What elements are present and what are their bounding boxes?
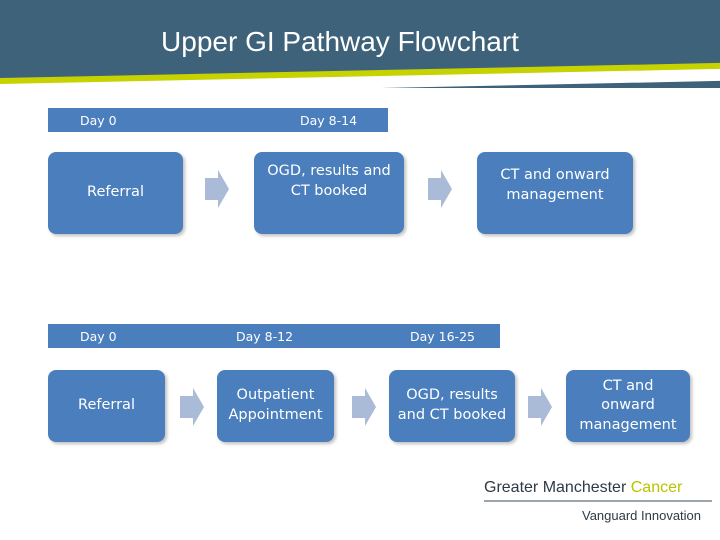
step-box [477,152,633,234]
logo-divider [484,500,712,502]
timeline-label: Day 8-14 [300,112,358,128]
step-label: OGD, results and CT booked [397,387,507,423]
arrow-right-icon [428,170,452,208]
logo-name-part2: Cancer [630,479,683,496]
step-label: Referral [87,184,144,201]
timeline-bar-row2 [48,324,500,348]
arrow-right-icon [205,170,229,208]
arrow-right-icon [528,388,552,426]
step-box [254,152,404,234]
step-box [566,370,690,442]
timeline-label: Day 16-25 [410,328,475,344]
step-label: CT and onward management [500,167,610,203]
timeline-label: Day 8-12 [236,328,294,344]
page-title: Upper GI Pathway Flowchart [161,26,519,57]
logo-name-part1: Greater Manchester [484,479,631,496]
step-label: Referral [78,397,135,414]
arrow-right-icon [352,388,376,426]
logo-subtitle: Vanguard Innovation [582,508,702,523]
step-label: OGD, results and CT booked [267,163,391,199]
step-box [389,370,515,442]
arrow-right-icon [180,388,204,426]
organization-logo-text [484,479,682,497]
step-box [48,152,183,234]
timeline-label: Day 0 [80,112,117,128]
step-box [217,370,334,442]
timeline-label: Day 0 [80,328,117,344]
step-label: CT and onward management [579,377,677,433]
step-box [48,370,165,442]
step-label: Outpatient Appointment [228,387,323,423]
timeline-bar-row1 [48,108,388,132]
